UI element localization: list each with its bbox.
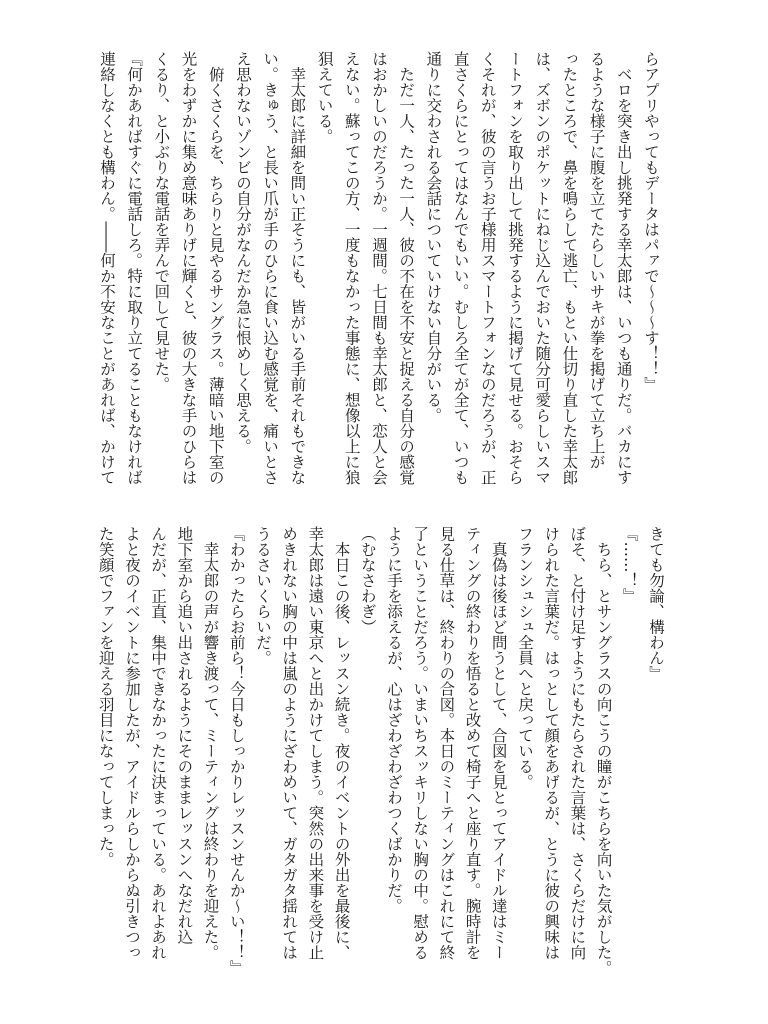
text-column: くそれが、彼の言うお子様用スマートフォンなのだろうが、正 (478, 51, 497, 485)
text-column: （むなさわぎ） (358, 526, 377, 635)
text-column: 了ということだろう。いまいちスッキリしない胸の中。慰める (411, 526, 430, 960)
text-block-upper (93, 51, 664, 506)
text-column: 直さくらにとってはなんでもいい。むしろ全てが全て、いつも (451, 51, 470, 485)
text-column: 狽えている。 (315, 51, 334, 144)
text-column: ートフォンを取り出して挑発するように掲げて見せる。おそら (505, 51, 524, 485)
text-column: るような様子に腹を立てたらしいサキが拳を掲げて立ち上が (587, 51, 606, 470)
text-column: んだが、正直、集中できなかったに決まっている。あれよあれ (149, 526, 168, 960)
text-column: え思わないゾンビの自分がなんだか急に恨めしく思える。 (233, 51, 252, 454)
text-column: い。きゅう、と長い爪が手のひらに食い込む感覚を、痛いとさ (261, 51, 280, 485)
text-column: 本日この後、レッスン続き。夜のイベントの外出を最後に、 (332, 526, 351, 960)
text-column: 地下室から追い出されるようにそのままレッスンへなだれ込 (175, 526, 194, 945)
text-column: ったところで、鼻を鳴らして逃亡、もとい仕切り直した幸太郎 (560, 51, 579, 485)
text-column: うるさいくらいだ。 (253, 526, 272, 666)
text-column: くるり、と小ぶりな電話を弄んで回して見せた。 (152, 51, 171, 392)
text-column: 真偽は後ほど問うとして、合図を見とってアイドル達はミー (489, 526, 508, 960)
text-column: 『……！』 (620, 526, 639, 604)
text-column: 光をわずかに集め意味ありげに輝くと、彼の大きな手のひらは (179, 51, 198, 485)
text-column: 通りに交わされる会話についていけない自分がいる。 (424, 51, 443, 423)
text-column: めきれない胸の中は嵐のようにざわめいて、ガタガタ揺れては (280, 526, 299, 960)
text-column: ぼそ、と付け足すようにもたらされた言葉は、さくらだけに向 (568, 526, 587, 960)
text-column: 幸太郎の声が響き渡って、ミーティングは終わりを迎えた。 (201, 526, 220, 960)
text-column: 『何かあればすぐに電話しろ。特に取り立てることもなければ (125, 51, 144, 485)
text-column: らアプリやってもデータはパァで～～～す！！』 (642, 51, 660, 392)
text-column: 俯くさくらを、ちらりと見やるサングラス。薄暗い地下室の (206, 51, 225, 485)
text-column: ティングの終わりを悟ると改めて椅子へと座り直す。腕時計を (463, 526, 482, 960)
text-column: けられた言葉だ。はっとして顔をあげるが、とうに彼の興味は (542, 526, 561, 960)
text-column: ように手を添えるが、心はざわざわざわつくばかりだ。 (384, 526, 403, 914)
text-column: えない。蘇ってこの方、一度もなかった事態に、想像以上に狼 (342, 51, 361, 485)
text-column: は、ズボンのポケットにねじ込んでおいた随分可愛らしいスマ (533, 51, 552, 485)
text-column: ただ一人、たった一人、彼の不在を不安と捉える自分の感覚 (397, 51, 416, 485)
text-column: た笑顔でファンを迎える羽目になってしまった。 (96, 526, 115, 867)
text-column: 幸太郎は遠い東京へと出かけてしまう。突然の出来事を受け止 (306, 526, 325, 960)
text-column: 『わかったらお前ら！今日もしっかりレッスンせんか～い！！』 (227, 526, 246, 976)
text-column: 連絡しなくとも構わん。――何か不安なことがあれば、かけて (97, 51, 116, 485)
text-column: ベロを突き出し挑発する幸太郎は、いつも通りだ。バカにす (614, 51, 633, 485)
text-column: 幸太郎に詳細を問い正そうにも、皆がいる手前それもできな (288, 51, 307, 485)
text-column: よと夜のイベントに参加したが、アイドルらしからぬ引きつっ (122, 526, 141, 960)
text-column: きても勿論、構わん』 (647, 526, 665, 681)
text-column: ちら、とサングラスの向こうの瞳がこちらを向いた気がした。 (594, 526, 613, 976)
text-column: 見る仕草は、終わりの合図。本日のミーティングはこれにて終 (437, 526, 456, 960)
text-column: はおかしいのだろうか。一週間。七日間も幸太郎と、恋人と会 (369, 51, 388, 485)
text-block-lower (93, 526, 669, 996)
text-column: フランシュシュ全員へと戻っている。 (515, 526, 534, 790)
